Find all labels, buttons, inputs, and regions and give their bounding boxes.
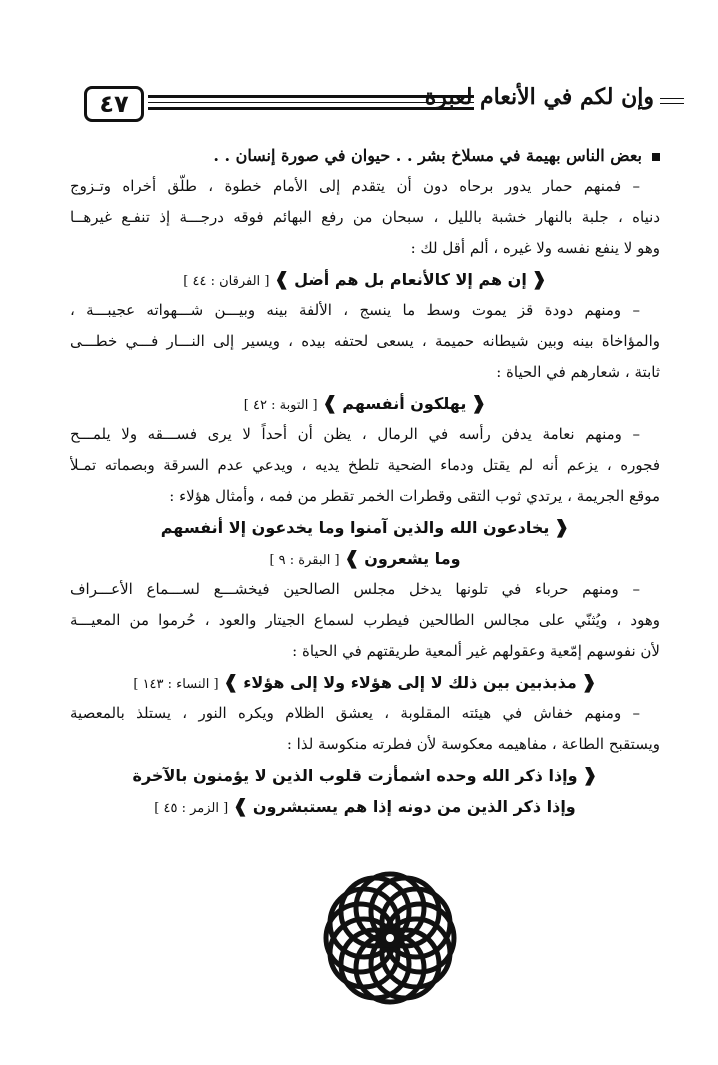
verse-text: مذبذبين بين ذلك لا إلى هؤلاء ولا إلى هؤلاء	[243, 673, 577, 692]
paragraph-line: – ومنهم خفاش في هيئته المقلوبة ، يعشق الظلام ويكره النور ، يستلذ بالمعصية	[70, 704, 640, 722]
paragraph-line: ويستقبح الطاعة ، مفاهيمه معكوسة لأن فطرته منكوسة لذا :	[286, 735, 660, 753]
paragraph-line: – ومنهم حرباء في تلونها يدخل مجلس الصالحين فيخشـــع لســـماع الأعـــراف	[70, 580, 640, 598]
paragraph-line: – ومنهم نعامة يدفن رأسه في الرمال ، يظن أن أحداً لا يرى فســـقه ولا يلمـــح	[70, 425, 640, 443]
verse-text: يخادعون الله والذين آمنوا وما يخدعون إلا أنفسهم	[160, 518, 550, 537]
paragraph-line: موقع الجريمة ، يرتدي ثوب التقى وقطرات الخمر تقطر من فمه ، وأمثال هؤلاء :	[169, 487, 660, 505]
section-heading: بعض الناس بهيمة في مسلاخ بشر . . حيوان في صورة إنسان . .	[70, 140, 660, 171]
verse-line-continued	[70, 543, 660, 574]
ornate-bracket-close-icon: ❱	[322, 393, 338, 414]
floral-ornament-icon	[320, 868, 460, 1008]
verse-line-continued	[70, 791, 660, 822]
ornate-bracket-open-icon: ❰	[581, 672, 597, 693]
paragraph-line: – ومنهم دودة قز يموت وسط ما ينسج ، الألفة بينه وبيـــن شـــهواته عجيبـــة ،	[70, 301, 640, 319]
page-header	[84, 86, 684, 126]
verse-reference: [ النساء : ١٤٣ ]	[133, 677, 219, 692]
ornate-bracket-open-icon: ❰	[531, 269, 547, 290]
verse-text: وما يشعرون	[364, 549, 461, 568]
page-number-box: ٤٧	[84, 86, 144, 122]
verse-reference: [ البقرة : ٩ ]	[269, 553, 340, 568]
verse-reference: [ التوبة : ٤٢ ]	[243, 398, 318, 413]
ornate-bracket-close-icon: ❱	[232, 796, 249, 817]
paragraph-line: ثابتة ، شعارهم في الحياة :	[496, 363, 660, 381]
ornate-bracket-open-icon: ❰	[554, 517, 570, 538]
paragraph-line: والمؤاخاة بينه وبين شيطانه حميمة ، يسعى لحتفه بيده ، ويسير إلى النـــار فـــي خطـــى	[70, 332, 660, 350]
verse-reference: [ الزمر : ٤٥ ]	[154, 801, 229, 816]
page-body	[70, 140, 660, 822]
verse-text: وإذا ذكر الله وحده اشمأزت قلوب الذين لا يؤمنون بالآخرة	[132, 766, 578, 785]
paragraph-line: وهو لا ينفع نفسه ولا غيره ، ألم أقل لك :	[410, 239, 660, 257]
paragraph-line: وهود ، ويُثنّي على مجالس الطالحين فيطرب لسماع الجيتار والعود ، حُرموا من المعيـــة	[70, 611, 660, 629]
ornate-bracket-close-icon: ❱	[223, 672, 239, 693]
ornate-bracket-close-icon: ❱	[274, 269, 290, 290]
verse-line	[70, 512, 660, 543]
paragraph-line: لأن نفوسهم إمّعية وعقولهم غير ألمعية طريقتهم في الحياة :	[292, 642, 660, 660]
ornate-bracket-open-icon: ❰	[471, 393, 487, 414]
verse-line	[70, 264, 660, 295]
paragraph-line: – فمنهم حمار يدور برحاه دون أن يتقدم إلى الأمام خطوة ، طلّق أخراه وتـزوج	[70, 177, 640, 195]
verse-line	[70, 388, 660, 419]
paragraph-line: فجوره ، يزعم أنه لم يقتل ودماء الضحية تلطخ يديه ، ويدعي عدم السرقة وبصماته تمـلأ	[70, 456, 660, 474]
ornate-bracket-close-icon: ❱	[344, 548, 360, 569]
ornate-bracket-open-icon: ❰	[582, 765, 598, 786]
verse-text: إن هم إلا كالأنعام بل هم أضل	[294, 270, 527, 289]
bullet-square-icon	[652, 153, 660, 161]
verse-text: وإذا ذكر الذين من دونه إذا هم يستبشرون	[252, 797, 576, 816]
verse-line	[70, 760, 660, 791]
verse-line	[70, 667, 660, 698]
header-rule-right	[660, 98, 684, 99]
header-rule-right-2	[660, 103, 684, 104]
running-title: وإن لكم في الأنعام لعبرة	[424, 84, 654, 110]
verse-reference: [ الفرقان : ٤٤ ]	[183, 274, 270, 289]
verse-text: يهلكون أنفسهم	[342, 394, 467, 413]
paragraph-line: دنياه ، جلبة بالنهار خشبة بالليل ، سبحان من رفع البهائم فوقه درجـــة إذ تنفـع غيرهــا	[70, 208, 660, 226]
